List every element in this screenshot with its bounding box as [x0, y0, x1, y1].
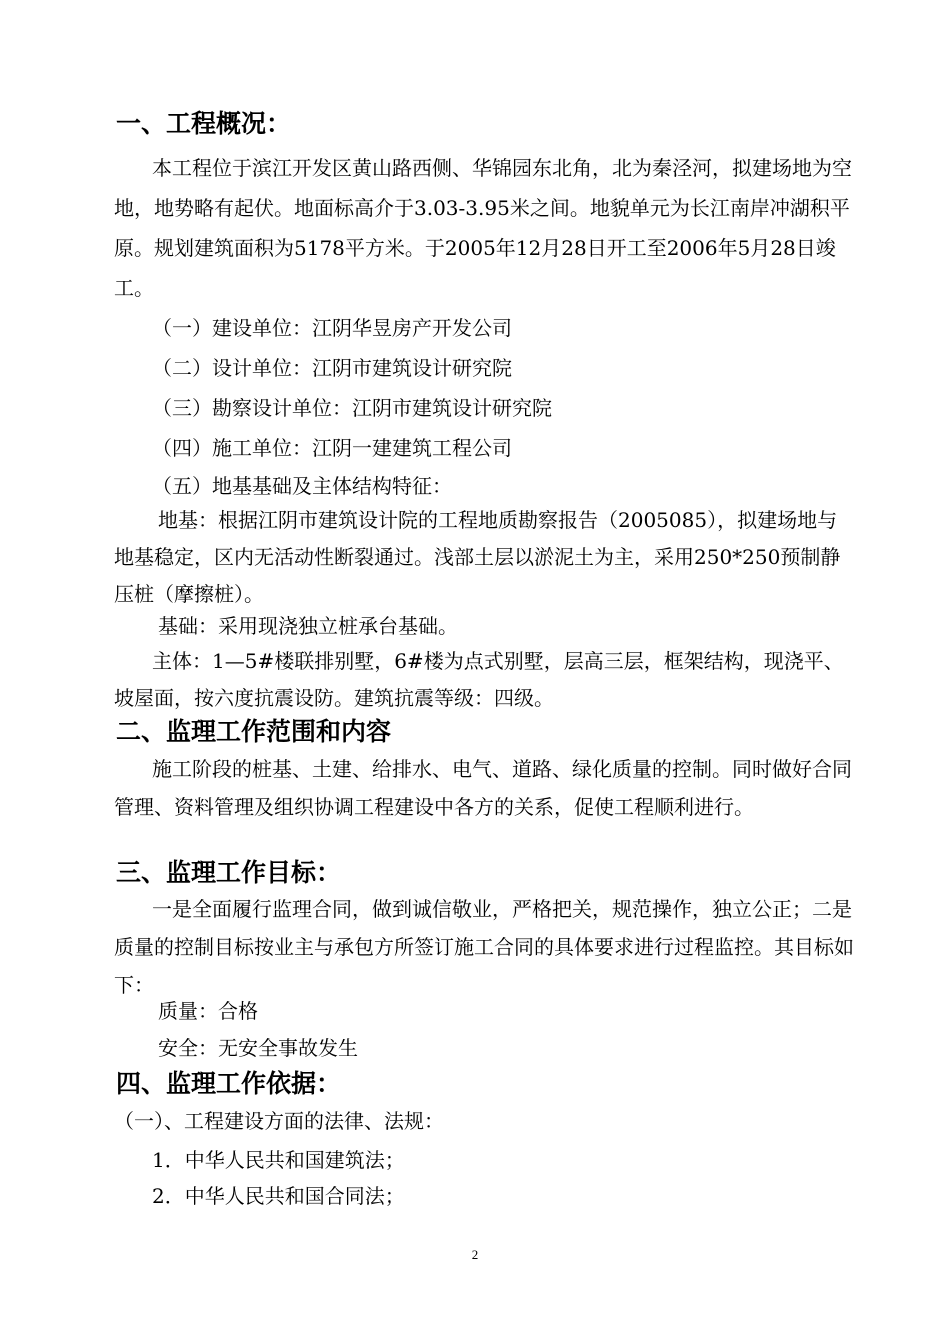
- section3-heading: 三、监理工作目标：: [116, 858, 342, 887]
- list-item: （一）建设单位：江阴华昱房产开发公司: [152, 316, 512, 340]
- section4-subheading: （一）、工程建设方面的法律、法规：: [114, 1109, 444, 1133]
- list-item: 1．中华人民共和国建筑法；: [152, 1148, 405, 1172]
- foundation-ground-paragraph: 地基：根据江阴市建筑设计院的工程地质勘察报告（2005085），拟建场地与地基稳定，区内无活动性断裂通过。浅部土层以淤泥土为主，采用250*250预制静压桩（摩擦桩）。: [114, 508, 841, 606]
- section2-heading: 二、监理工作范围和内容: [116, 717, 392, 746]
- foundation-base-paragraph: 基础：采用现浇独立桩承台基础。: [158, 614, 458, 638]
- section4-heading: 四、监理工作依据：: [116, 1069, 342, 1098]
- page-number: 2: [471, 1247, 479, 1262]
- section2-body: 施工阶段的桩基、土建、给排水、电气、道路、绿化质量的控制。同时做好合同管理、资料管理及组织协调工程建设中各方的关系，促使工程顺利进行。: [114, 757, 852, 819]
- section1-heading: 一、工程概况：: [116, 109, 292, 138]
- quality-target: 质量：合格: [158, 999, 258, 1023]
- list-item: 2．中华人民共和国合同法；: [152, 1184, 405, 1208]
- list-item: （二）设计单位：江阴市建筑设计研究院: [152, 356, 512, 380]
- section3-body: 一是全面履行监理合同，做到诚信敬业，严格把关，规范操作，独立公正；二是质量的控制目标按业主与承包方所签订施工合同的具体要求进行过程监控。其目标如下：: [114, 897, 854, 997]
- section1-intro: 本工程位于滨江开发区黄山路西侧、华锦园东北角，北为秦泾河，拟建场地为空地，地势略有起伏。地面标高介于3.03-3.95米之间。地貌单元为长江南岸冲湖积平原。规划建筑面积为5178平方米。于2005年12月28日开工至2006年5月28日竣工。: [114, 156, 852, 300]
- list-item: （五）地基基础及主体结构特征：: [152, 474, 452, 498]
- list-item: （四）施工单位：江阴一建建筑工程公司: [152, 436, 512, 460]
- safety-target: 安全：无安全事故发生: [158, 1036, 358, 1060]
- list-item: （三）勘察设计单位：江阴市建筑设计研究院: [152, 396, 552, 420]
- main-body-paragraph: 主体：1—5#楼联排别墅，6#楼为点式别墅，层高三层，框架结构，现浇平、坡屋面，按六度抗震设防。建筑抗震等级：四级。: [114, 649, 844, 710]
